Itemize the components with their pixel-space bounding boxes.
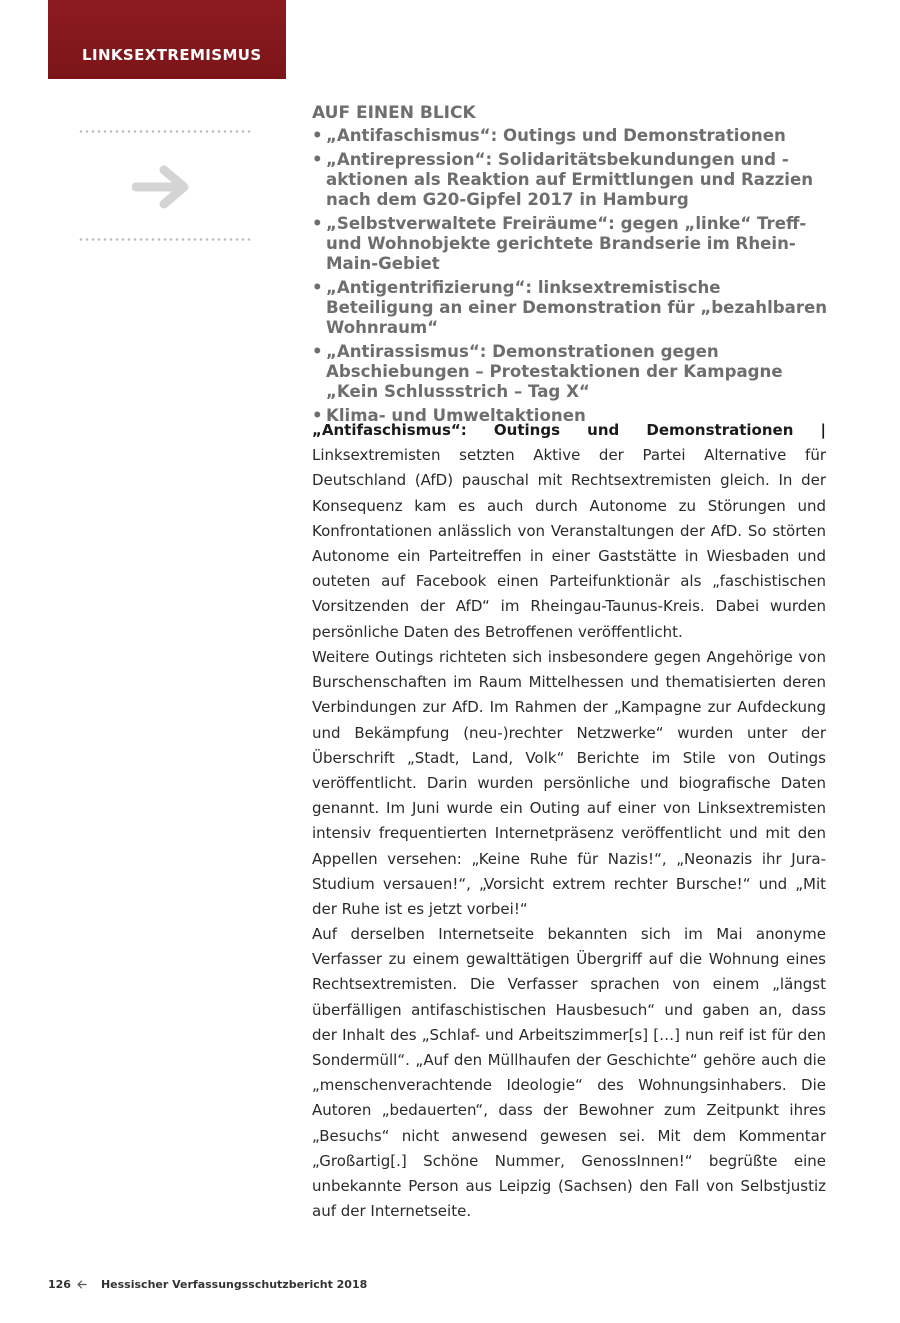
paragraph-uebergriff [312, 922, 826, 1224]
paragraph-outings [312, 645, 826, 922]
page-number: 126 [48, 1278, 71, 1291]
summary-item: • Klima- und Umweltaktionen [312, 406, 832, 426]
arrow-left-icon [77, 1280, 87, 1289]
paragraph-lead: „Antifaschismus“: Outings und Demonstrationen | [312, 421, 826, 439]
dotted-divider-top [78, 130, 254, 133]
summary-item: • „Antirassismus“: Demonstrationen gegen Abschiebungen – Protestaktionen der Kampagne „Kein Schlussstrich – Tag X“ [312, 342, 832, 402]
paragraph-text: Weitere Outings richteten sich insbesondere gegen Angehörige von Burschenschaften im Raum Mittelhessen und thematisierten deren Verbindungen zur AfD. Im Rahmen der „Kampagne zur Aufdeckung und Bekämpfung (neu-)rechter Netzwerke“ wurden unter der Überschrift „Stadt, Land, Volk“ Berichte im Stile von Outings veröffentlicht. Darin wurden persönliche und biografische Daten genannt. Im Juni wurde ein Outing auf einer von Linksextremisten intensiv frequentierten Internetpräsenz veröffentlicht und mit den Appellen versehen: „Keine Ruhe für Nazis!“, „Neonazis ihr Jura-Studium versauen!“, „Vorsicht extrem rechter Bursche!“ und „Mit der Ruhe ist es jetzt vorbei!“ [312, 648, 826, 919]
summary-heading: AUF EINEN BLICK [312, 103, 476, 123]
summary-item: • „Antifaschismus“: Outings und Demonstrationen [312, 126, 832, 146]
section-tab [48, 0, 286, 79]
summary-box [312, 102, 832, 430]
summary-item: • „Antirepression“: Solidaritätsbekundungen und -aktionen als Reaktion auf Ermittlungen und Razzien nach dem G20-Gipfel 2017 in Hamburg [312, 150, 832, 210]
page-footer [48, 1278, 367, 1291]
dotted-divider-bottom [78, 238, 254, 241]
publication-title: Hessischer Verfassungsschutzbericht 2018 [100, 1278, 368, 1291]
paragraph-antifaschismus [312, 418, 826, 645]
summary-item: • „Antigentrifizierung“: linksextremistische Beteiligung an einer Demonstration für „bezahlbaren Wohnraum“ [312, 278, 832, 338]
paragraph-text: Auf derselben Internetseite bekannten sich im Mai anonyme Verfasser zu einem gewalttätigen Übergriff auf die Wohnung eines Rechtsextremisten. Die Verfasser sprachen von einem „längst überfälligen antifaschistischen Hausbesuch“ und gaben an, dass der Inhalt des „Schlaf- und Arbeitszimmer[s] […] nun reif ist für den Sondermüll“. „Auf den Müllhaufen der Geschichte“ gehöre auch die „menschenverachtende Ideologie“ des Wohnungsinhabers. Die Autoren „bedauerten“, dass der Bewohner zum Zeitpunkt ihres „Besuchs“ nicht anwesend gewesen sei. Mit dem Kommentar „Großartig[.] Schöne Nummer, GenossInnen!“ begrüßte eine unbekannte Person aus Leipzig (Sachsen) den Fall von Selbstjustiz auf der Internetseite. [312, 925, 826, 1221]
arrow-right-icon [132, 164, 194, 210]
summary-list [312, 126, 832, 426]
summary-item: • „Selbstverwaltete Freiräume“: gegen „linke“ Treff- und Wohnobjekte gerichtete Brandserie im Rhein-Main-Gebiet [312, 214, 832, 274]
section-label: LINKSEXTREMISMUS [82, 46, 262, 64]
paragraph-text: Linksextremisten setzten Aktive der Partei Alternative für Deutschland (AfD) pauschal mit Rechtsextremisten gleich. In der Konsequenz kam es auch durch Autonome zu Störungen und Konfrontationen anlässlich von Veranstaltungen der AfD. So störten Autonome ein Parteitreffen in einer Gaststätte in Wiesbaden und outeten auf Facebook einen Parteifunktionär als „faschistischen Vorsitzenden der AfD“ im Rheingau-Taunus-Kreis. Dabei wurden persönliche Daten des Betroffenen veröffentlicht. [312, 446, 826, 641]
